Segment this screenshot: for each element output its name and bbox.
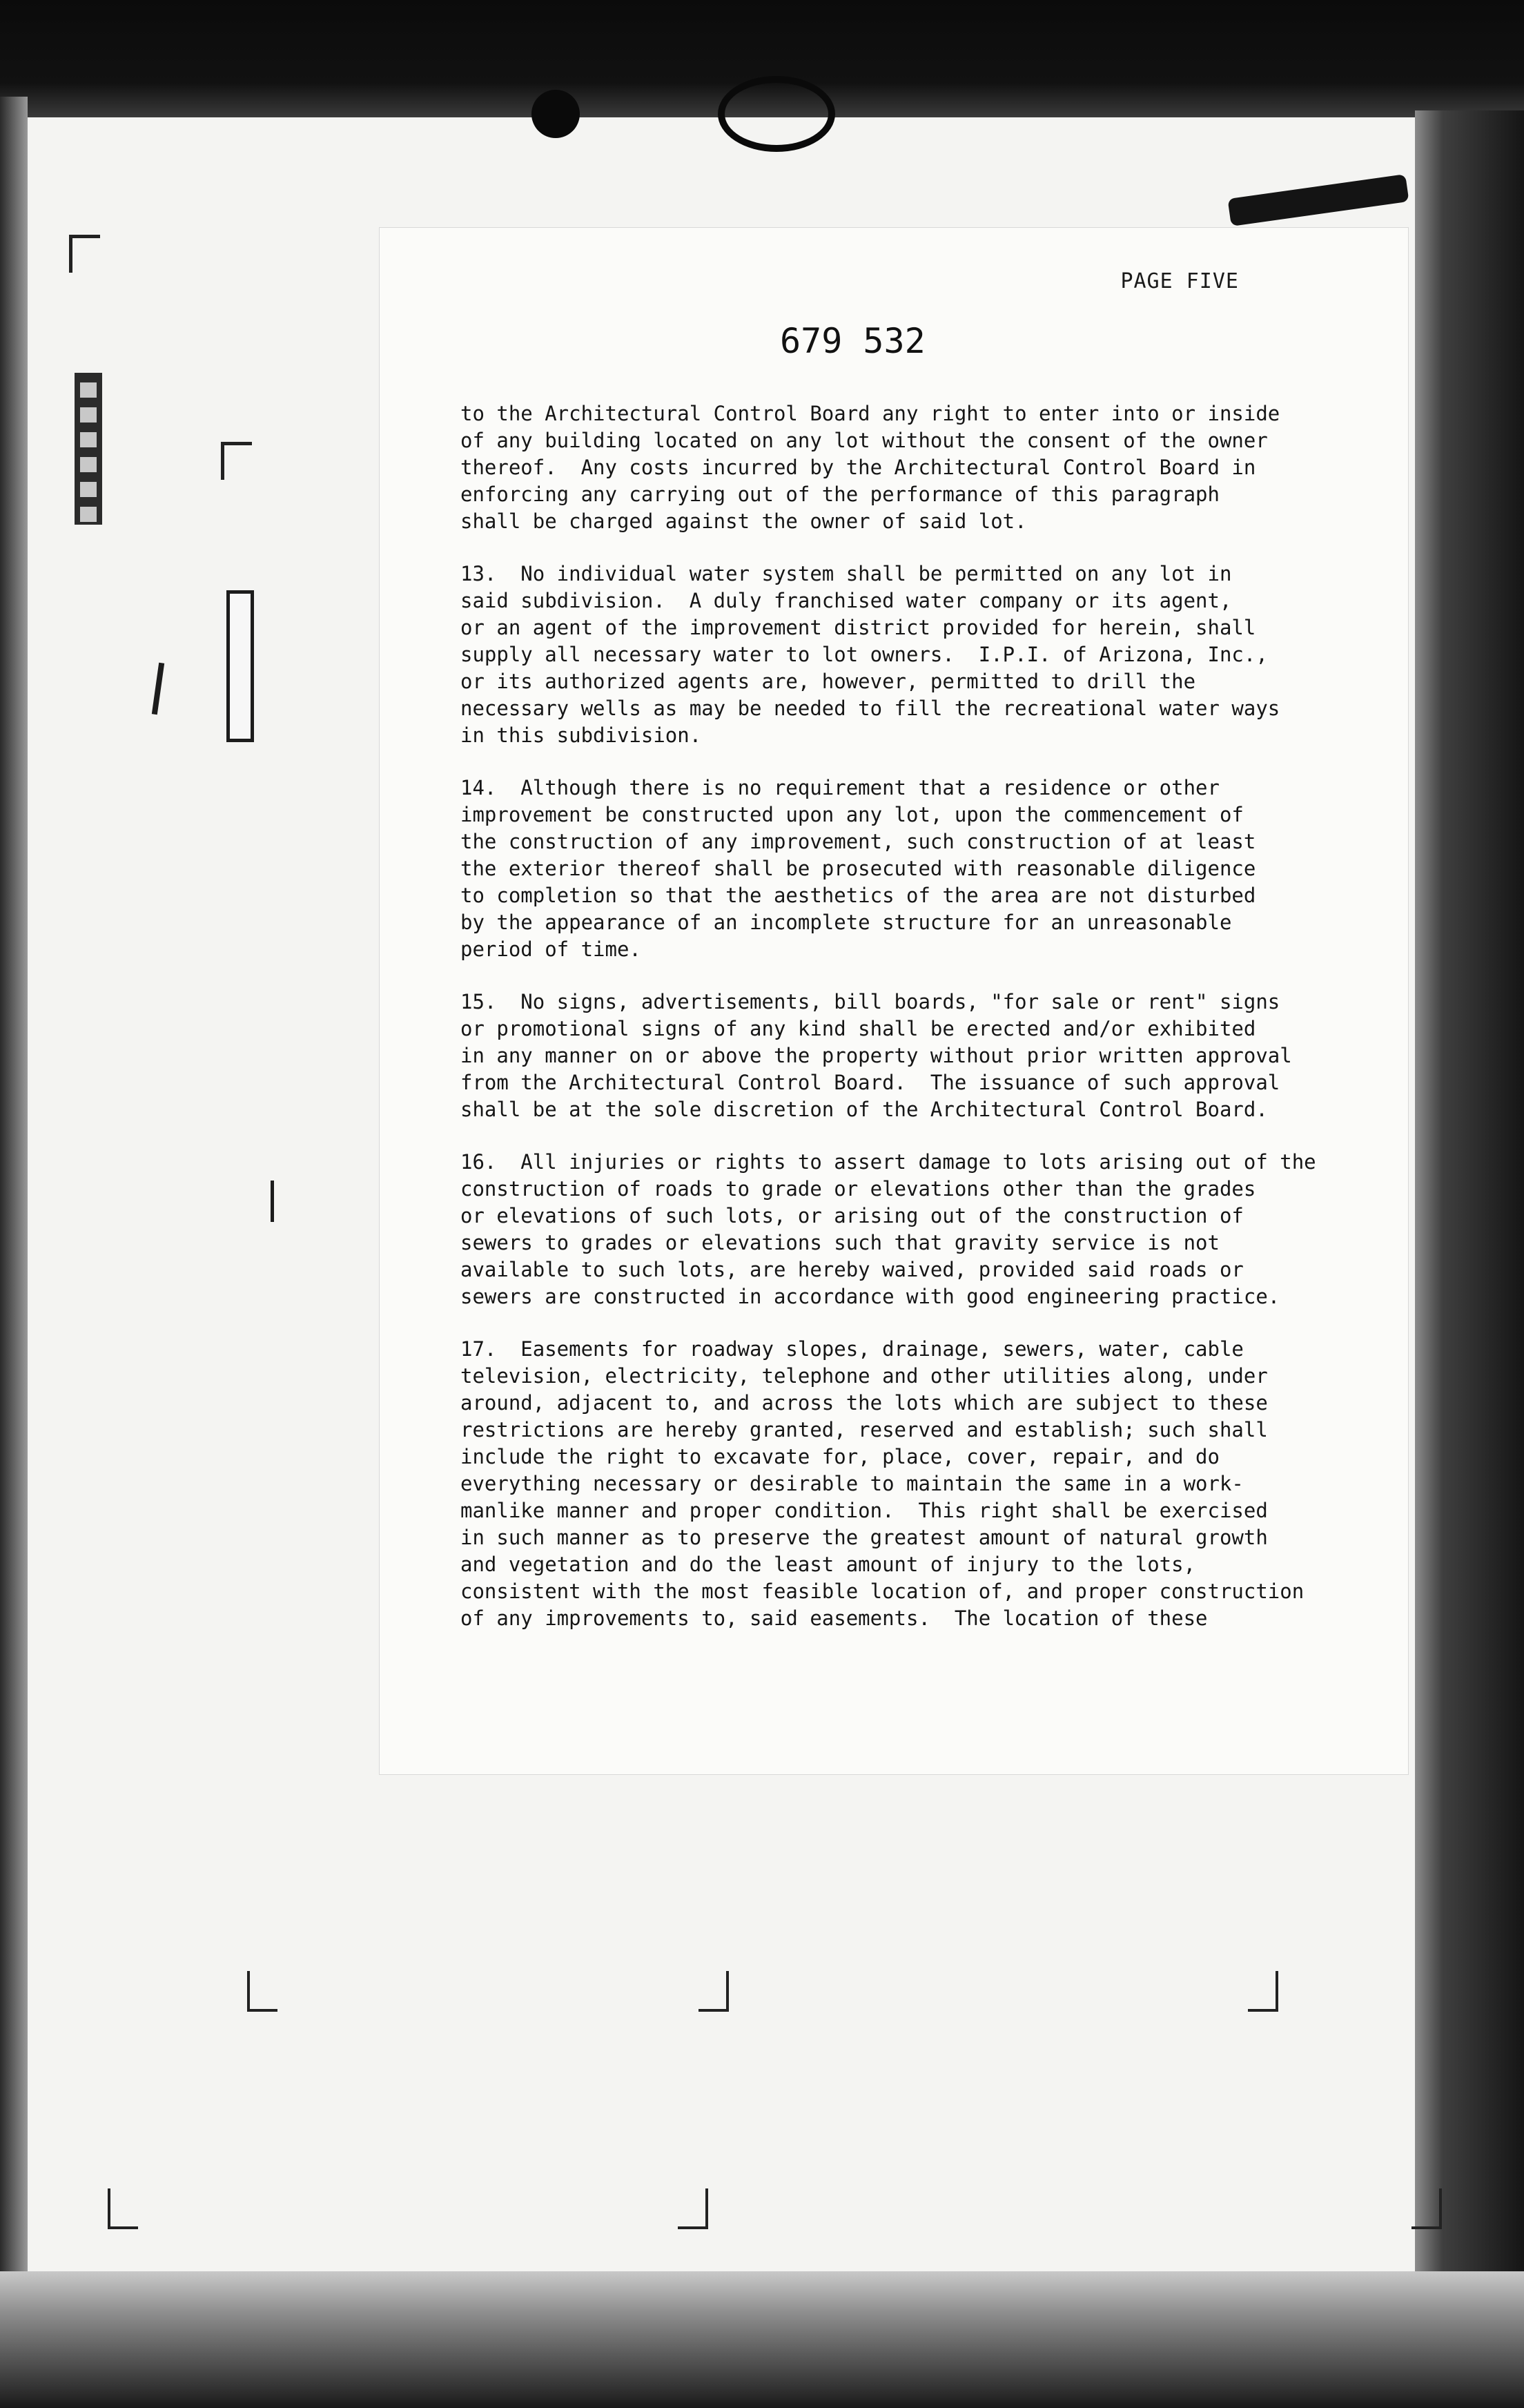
scan-bottom-border [0, 2271, 1524, 2408]
paragraph-13: 13. No individual water system shall be permitted on any lot in said subdivision. A duly franchised water company or its agent, or an agent of the improvement district provided for herein, shall supply all necessary water to lot owners. I.P.I. of Arizona, Inc., or its authorized agents are, however, permitted to drill the necessary wells as may be needed to fill the recreational water ways in this subdivision. [460, 562, 1280, 747]
binder-tab [80, 432, 97, 447]
binder-tab [80, 457, 97, 472]
binder-tab [80, 407, 97, 423]
binder-tab-strip [75, 373, 102, 525]
paragraph-16: 16. All injuries or rights to assert damage to lots arising out of the construction of roads to grade or elevations other than the grades or elevations of such lots, or arising out of the construction of sewers to grades or elevations such that gravity service is not available to such lots, are hereby waived, provided said roads or sewers are constructed in accordance with good engineering practice. [460, 1150, 1316, 1308]
binder-tab [80, 482, 97, 497]
crop-mark [221, 442, 252, 480]
document-page [380, 228, 1408, 1774]
binder-tab [80, 382, 97, 398]
scan-left-border [0, 97, 28, 2278]
crop-mark [108, 2188, 138, 2229]
crop-mark [1248, 1971, 1278, 2012]
paragraph-15: 15. No signs, advertisements, bill boards, "for sale or rent" signs or promotional signs of any kind shall be erected and/or exhibited in any manner on or above the property without prior written approval from the Architectural Control Board. The issuance of such approval shall be at the sole discretion of the Architectural Control Board. [460, 990, 1292, 1121]
scan-blot [531, 90, 580, 138]
binder-tab [80, 507, 97, 522]
paragraph-17: 17. Easements for roadway slopes, drainage, sewers, water, cable television, electricity, telephone and other utilities along, under around, adjacent to, and across the lots which are subject to these restrictions are hereby granted, reserved and establish; such shall include the right to excavate for, place, cover, repair, and do everything necessary or desirable to maintain the same in a work- manlike manner and proper condition. This right shall be exercised in such manner as to preserve the greatest amount of natural growth and vegetation and do the least amount of injury to the lots, consistent with the most feasible location of, and proper construction of any improvements to, said easements. The location of these [460, 1337, 1305, 1630]
crop-mark [698, 1971, 729, 2012]
pen-mark [271, 1181, 274, 1222]
paragraph-14: 14. Although there is no requirement that a residence or other improvement be constructed upon any lot, upon the commencement of the construction of any improvement, such construction of at least the exterior thereof shall be prosecuted with reasonable diligence to completion so that the aesthetics of the area are not disturbed by the appearance of an incomplete structure for an unreasonable period of time. [460, 776, 1256, 961]
scan-blot [718, 76, 835, 152]
page-label: PAGE FIVE [1120, 269, 1239, 293]
punch-hole-mark [226, 590, 254, 742]
page-body [460, 400, 1385, 1658]
book-page-stamp: 679 532 [780, 321, 926, 361]
crop-mark [678, 2188, 708, 2229]
crop-mark [69, 235, 100, 273]
scan-right-border [1415, 110, 1524, 2278]
crop-mark [1411, 2188, 1442, 2229]
paragraph-continuation: to the Architectural Control Board any right to enter into or inside of any building located on any lot without the consent of the owner thereof. Any costs incurred by the Architectural Control Board in enforcing any carrying out of the performance of this paragraph shall be charged against the owner of said lot. [460, 402, 1280, 533]
crop-mark [247, 1971, 277, 2012]
